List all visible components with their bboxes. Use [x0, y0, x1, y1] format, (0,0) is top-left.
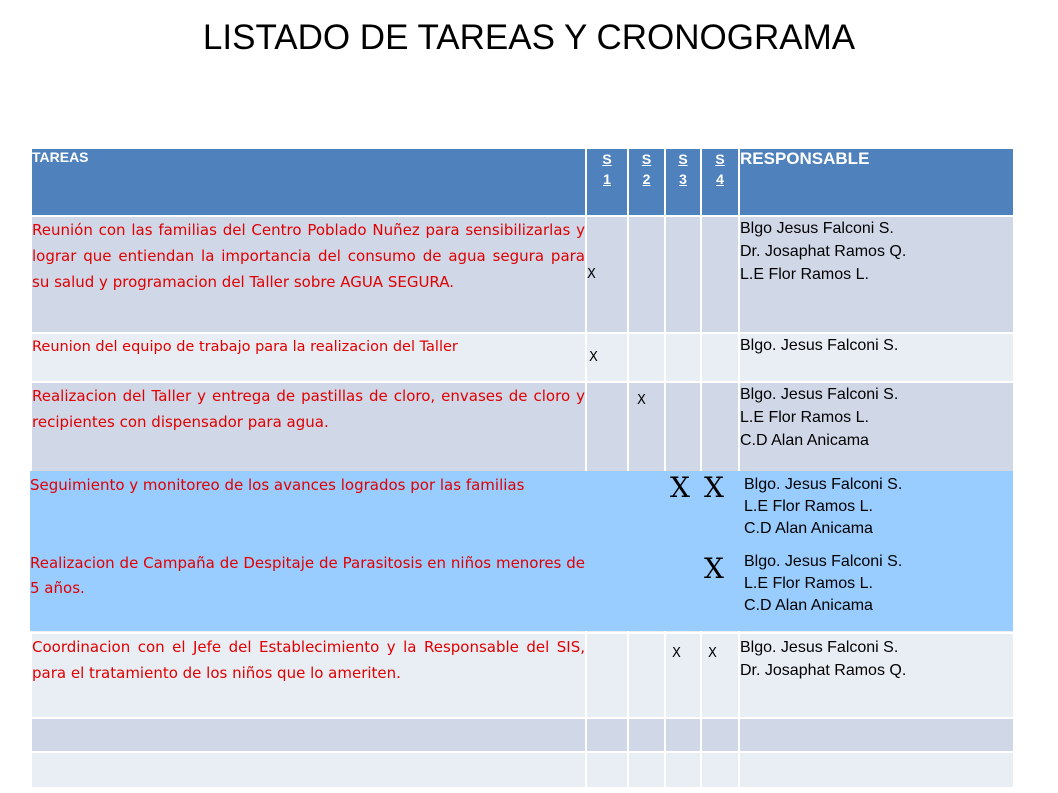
mark-cell — [701, 216, 739, 333]
header-week-2: S 2 — [628, 148, 665, 216]
mark-cell — [701, 382, 739, 473]
overlay-mark: X — [704, 552, 724, 585]
overlay-mark: X — [704, 471, 724, 504]
table-row — [31, 633, 1014, 718]
mark-cell — [628, 333, 665, 382]
responsable-cell: Blgo. Jesus Falconi S. — [739, 333, 1014, 382]
overlay-responsables-1: Blgo. Jesus Falconi S. L.E Flor Ramos L. C.D Alan Anicama — [744, 476, 903, 537]
responsable-cell: Blgo Jesus Falconi S. Dr. Josaphat Ramos Q. L.E Flor Ramos L. — [739, 216, 1014, 333]
header-tareas: TAREAS — [31, 148, 586, 216]
mark-cell: X — [628, 382, 665, 473]
task-cell: Reunión con las familias del Centro Poblado Nuñez para sensibilizarlas y lograr que entiendan la importancia del consumo de agua segura para su salud y programacion del Taller sobre AGUA SEGURA. — [31, 216, 586, 333]
overlay-task-1: Seguimiento y monitoreo de los avances logrados por las familias — [30, 476, 525, 494]
header-week-3: S 3 — [665, 148, 701, 216]
mark-cell — [628, 216, 665, 333]
mark-cell — [586, 633, 628, 718]
mark-cell: X — [586, 216, 628, 333]
task-cell: Realizacion del Taller y entrega de pastillas de cloro, envases de cloro y recipientes con dispensador para agua. — [31, 382, 586, 473]
table-row — [31, 382, 1014, 473]
mark-cell: X — [586, 333, 628, 382]
table-row — [31, 333, 1014, 382]
task-cell: Reunion del equipo de trabajo para la realizacion del Taller — [31, 333, 586, 382]
mark-cell — [701, 333, 739, 382]
mark-cell — [665, 382, 701, 473]
table-row — [31, 216, 1014, 333]
table-header-row — [31, 148, 1014, 216]
header-week-1: S 1 — [586, 148, 628, 216]
overlay-task-2: Realizacion de Campaña de Despitaje de Parasitosis en niños menores de 5 años. — [30, 554, 585, 597]
mark-cell — [628, 633, 665, 718]
highlight-block — [30, 471, 1013, 631]
page-title: LISTADO DE TAREAS Y CRONOGRAMA — [202, 18, 856, 57]
task-cell: Coordinacion con el Jefe del Establecimiento y la Responsable del SIS, para el tratamiento de los niños que lo ameriten. — [31, 633, 586, 718]
table-row — [31, 718, 1014, 752]
overlay-responsables-2: Blgo. Jesus Falconi S. L.E Flor Ramos L. C.D Alan Anicama — [744, 553, 903, 614]
responsable-cell: Blgo. Jesus Falconi S. Dr. Josaphat Ramos Q. — [739, 633, 1014, 718]
mark-cell — [665, 333, 701, 382]
table-row — [31, 752, 1014, 788]
overlay-mark: X — [670, 471, 690, 504]
responsable-cell: Blgo. Jesus Falconi S. L.E Flor Ramos L. C.D Alan Anicama — [739, 382, 1014, 473]
header-week-4: S 4 — [701, 148, 739, 216]
mark-cell: X — [665, 633, 701, 718]
task-schedule-table — [30, 147, 1015, 789]
header-responsable: RESPONSABLE — [739, 148, 1014, 216]
mark-cell: X — [701, 633, 739, 718]
mark-cell — [665, 216, 701, 333]
mark-cell — [586, 382, 628, 473]
